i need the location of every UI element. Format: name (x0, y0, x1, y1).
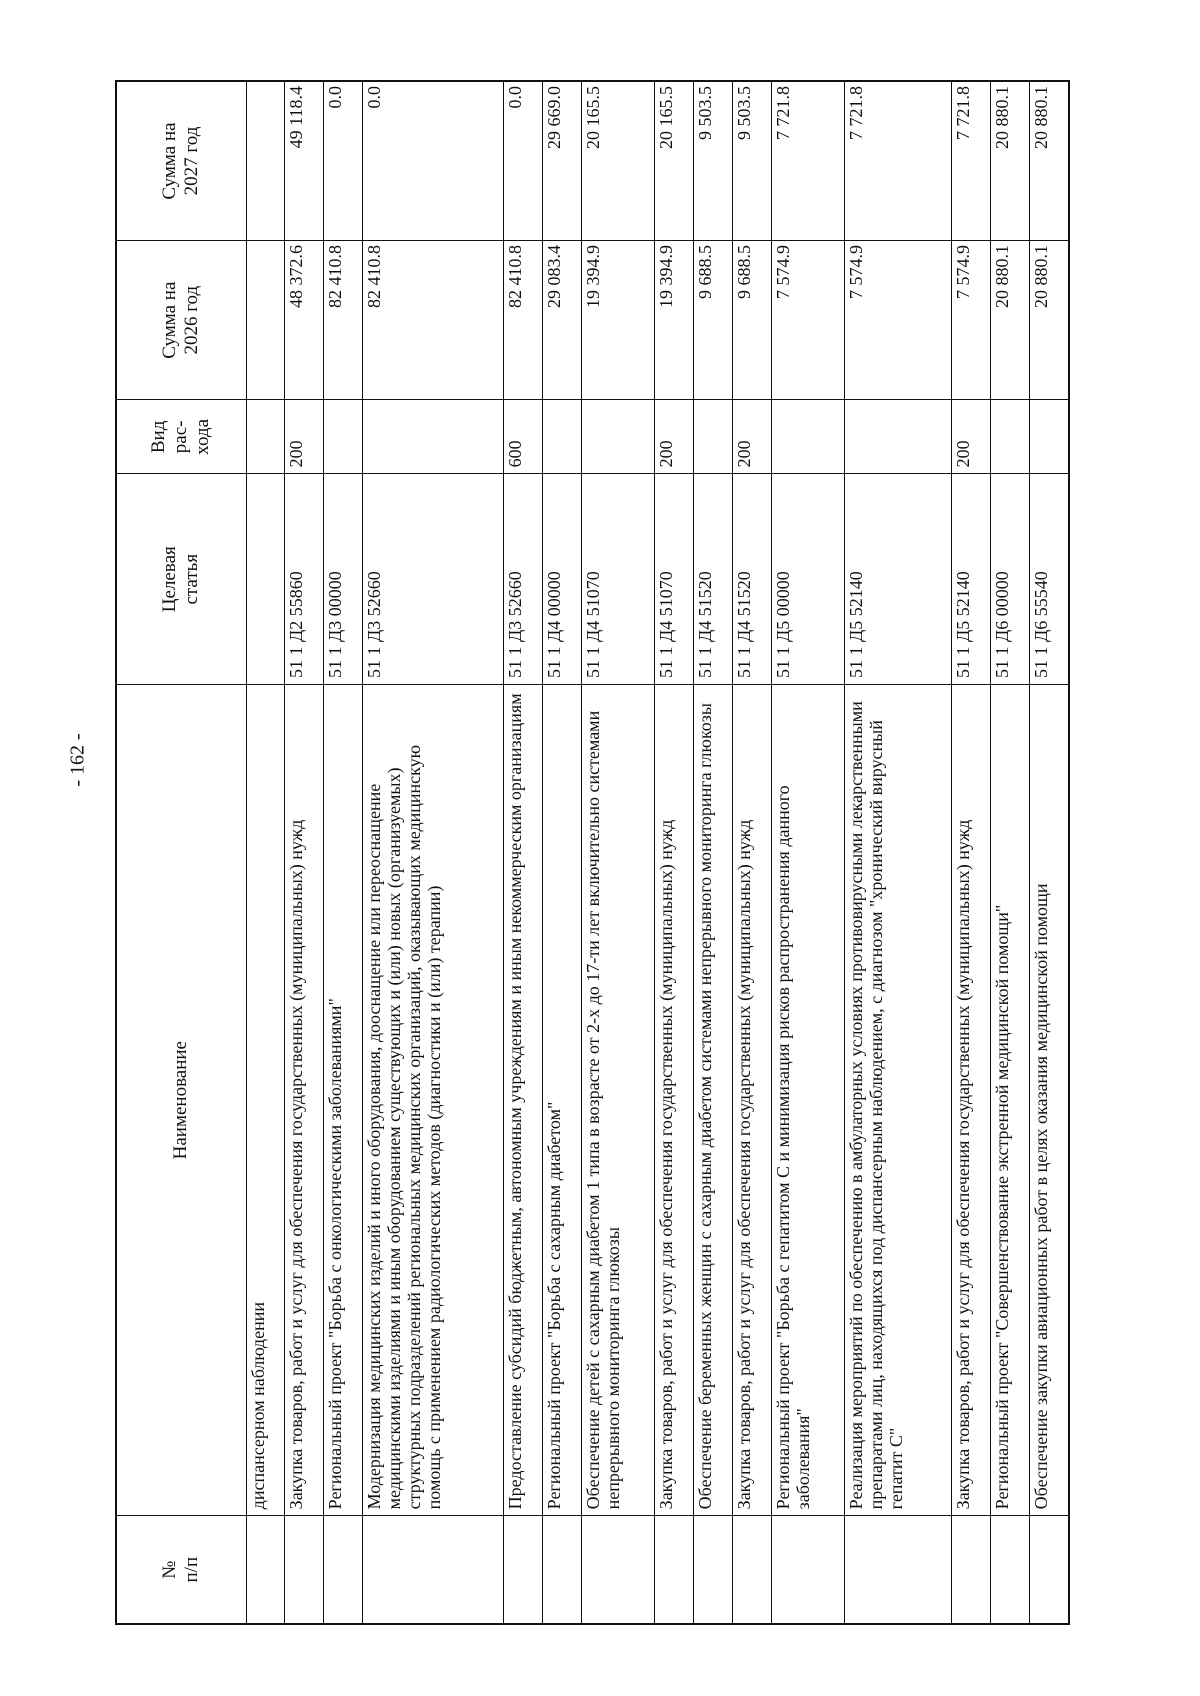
cell-expense-type: 200 (951, 400, 990, 474)
cell-number (732, 1516, 771, 1624)
table-row (655, 81, 694, 1624)
cell-target-item: 51 1 Д2 55860 (285, 474, 324, 685)
cell-name: Закупка товаров, работ и услуг для обеспечения государственных (муниципальных) нужд (655, 685, 694, 1516)
cell-expense-type (246, 400, 285, 474)
cell-target-item: 51 1 Д6 00000 (990, 474, 1029, 685)
cell-target-item: 51 1 Д4 51520 (693, 474, 732, 685)
cell-expense-type: 200 (655, 400, 694, 474)
cell-name: Обеспечение беременных женщин с сахарным диабетом системами непрерывного мониторинга глюкозы (693, 685, 732, 1516)
cell-target-item: 51 1 Д5 52140 (844, 474, 951, 685)
cell-sum-2026: 20 880.1 (990, 240, 1029, 399)
cell-number (324, 1516, 363, 1624)
cell-name: диспансерном наблюдении (246, 685, 285, 1516)
cell-sum-2027: 7 721.8 (951, 81, 990, 240)
cell-sum-2026: 82 410.8 (363, 240, 504, 399)
cell-sum-2027: 9 503.5 (732, 81, 771, 240)
table-row (582, 81, 655, 1624)
cell-sum-2027: 20 880.1 (990, 81, 1029, 240)
cell-number (582, 1516, 655, 1624)
header-expense-type: Вид рас- хода (116, 400, 246, 474)
cell-name: Региональный проект "Борьба с гепатитом С и минимизация рисков распространения данного заболевания" (771, 685, 844, 1516)
cell-sum-2027 (246, 81, 285, 240)
cell-expense-type (844, 400, 951, 474)
cell-target-item: 51 1 Д4 51070 (582, 474, 655, 685)
header-sum-2027: Сумма на 2027 год (116, 81, 246, 240)
table-header-row (116, 81, 246, 1624)
cell-expense-type (582, 400, 655, 474)
cell-expense-type: 600 (504, 400, 543, 474)
cell-number (844, 1516, 951, 1624)
table-row (771, 81, 844, 1624)
cell-expense-type (543, 400, 582, 474)
header-name: Наименование (116, 685, 246, 1516)
budget-table (115, 80, 1070, 1625)
cell-number (655, 1516, 694, 1624)
cell-number (771, 1516, 844, 1624)
table-row (246, 81, 285, 1624)
cell-sum-2026: 82 410.8 (324, 240, 363, 399)
cell-sum-2026: 20 880.1 (1029, 240, 1069, 399)
cell-sum-2026: 19 394.9 (582, 240, 655, 399)
cell-sum-2027: 9 503.5 (693, 81, 732, 240)
cell-target-item: 51 1 Д5 00000 (771, 474, 844, 685)
cell-expense-type (990, 400, 1029, 474)
table-row (363, 81, 504, 1624)
cell-sum-2026: 29 083.4 (543, 240, 582, 399)
cell-sum-2027: 7 721.8 (844, 81, 951, 240)
cell-name: Региональный проект "Борьба с онкологическими заболеваниями" (324, 685, 363, 1516)
cell-number (504, 1516, 543, 1624)
cell-sum-2026: 9 688.5 (732, 240, 771, 399)
table-row (324, 81, 363, 1624)
budget-table-rotated (115, 80, 1070, 1625)
cell-name: Обеспечение детей с сахарным диабетом 1 типа в возрасте от 2-х до 17-ти лет включительно системами непрерывного мониторинга глюкозы (582, 685, 655, 1516)
table-row (990, 81, 1029, 1624)
cell-sum-2027: 49 118.4 (285, 81, 324, 240)
table-row (844, 81, 951, 1624)
cell-number (363, 1516, 504, 1624)
cell-sum-2027: 0.0 (363, 81, 504, 240)
cell-name: Закупка товаров, работ и услуг для обеспечения государственных (муниципальных) нужд (285, 685, 324, 1516)
cell-sum-2026: 7 574.9 (771, 240, 844, 399)
cell-sum-2026: 19 394.9 (655, 240, 694, 399)
cell-expense-type (324, 400, 363, 474)
cell-sum-2026 (246, 240, 285, 399)
cell-sum-2026: 48 372.6 (285, 240, 324, 399)
table-body (246, 81, 1069, 1624)
cell-number (285, 1516, 324, 1624)
cell-expense-type (693, 400, 732, 474)
cell-target-item: 51 1 Д3 00000 (324, 474, 363, 685)
cell-name: Региональный проект "Борьба с сахарным диабетом" (543, 685, 582, 1516)
cell-name: Реализация мероприятий по обеспечению в амбулаторных условиях противовирусными лекарственными препаратами лиц, находящихся под диспансерным наблюдением, с диагнозом "хронический вирусный гепатит С" (844, 685, 951, 1516)
table-row (693, 81, 732, 1624)
table-row (543, 81, 582, 1624)
cell-name: Обеспечение закупки авиационных работ в целях оказания медицинской помощи (1029, 685, 1069, 1516)
cell-expense-type (771, 400, 844, 474)
cell-expense-type: 200 (285, 400, 324, 474)
cell-sum-2027: 0.0 (324, 81, 363, 240)
cell-number (246, 1516, 285, 1624)
cell-target-item: 51 1 Д4 51070 (655, 474, 694, 685)
header-target-item: Целевая статья (116, 474, 246, 685)
cell-number (990, 1516, 1029, 1624)
cell-target-item: 51 1 Д3 52660 (363, 474, 504, 685)
cell-expense-type (1029, 400, 1069, 474)
cell-number (1029, 1516, 1069, 1624)
table-row (732, 81, 771, 1624)
cell-sum-2027: 20 165.5 (582, 81, 655, 240)
header-sum-2026: Сумма на 2026 год (116, 240, 246, 399)
cell-name: Модернизация медицинских изделий и иного оборудования, дооснащение или переоснащение медицинскими изделиями и иным оборудованием существующих и (или) новых (организуемых) структурных подразделений региональных медицинских организаций, оказывающих медицинскую помощь с применением радиологических методов (диагностики и (или) терапии) (363, 685, 504, 1516)
cell-sum-2026: 9 688.5 (693, 240, 732, 399)
cell-name: Региональный проект "Совершенствование экстренной медицинской помощи" (990, 685, 1029, 1516)
header-number: № п/п (116, 1516, 246, 1624)
cell-number (951, 1516, 990, 1624)
cell-sum-2027: 29 669.0 (543, 81, 582, 240)
cell-sum-2027: 0.0 (504, 81, 543, 240)
cell-target-item: 51 1 Д4 51520 (732, 474, 771, 685)
table-row (951, 81, 990, 1624)
cell-name: Предоставление субсидий бюджетным, автономным учреждениям и иным некоммерческим организациям (504, 685, 543, 1516)
cell-expense-type: 200 (732, 400, 771, 474)
cell-name: Закупка товаров, работ и услуг для обеспечения государственных (муниципальных) нужд (732, 685, 771, 1516)
cell-name: Закупка товаров, работ и услуг для обеспечения государственных (муниципальных) нужд (951, 685, 990, 1516)
table-row (285, 81, 324, 1624)
cell-number (693, 1516, 732, 1624)
table-row (504, 81, 543, 1624)
cell-target-item: 51 1 Д5 52140 (951, 474, 990, 685)
page-number: - 162 - (66, 733, 89, 787)
cell-number (543, 1516, 582, 1624)
cell-expense-type (363, 400, 504, 474)
cell-sum-2026: 7 574.9 (951, 240, 990, 399)
cell-sum-2027: 20 880.1 (1029, 81, 1069, 240)
cell-sum-2026: 82 410.8 (504, 240, 543, 399)
cell-target-item: 51 1 Д4 00000 (543, 474, 582, 685)
table-row (1029, 81, 1069, 1624)
cell-target-item: 51 1 Д3 52660 (504, 474, 543, 685)
cell-sum-2027: 7 721.8 (771, 81, 844, 240)
cell-sum-2027: 20 165.5 (655, 81, 694, 240)
cell-sum-2026: 7 574.9 (844, 240, 951, 399)
cell-target-item: 51 1 Д6 55540 (1029, 474, 1069, 685)
cell-target-item (246, 474, 285, 685)
